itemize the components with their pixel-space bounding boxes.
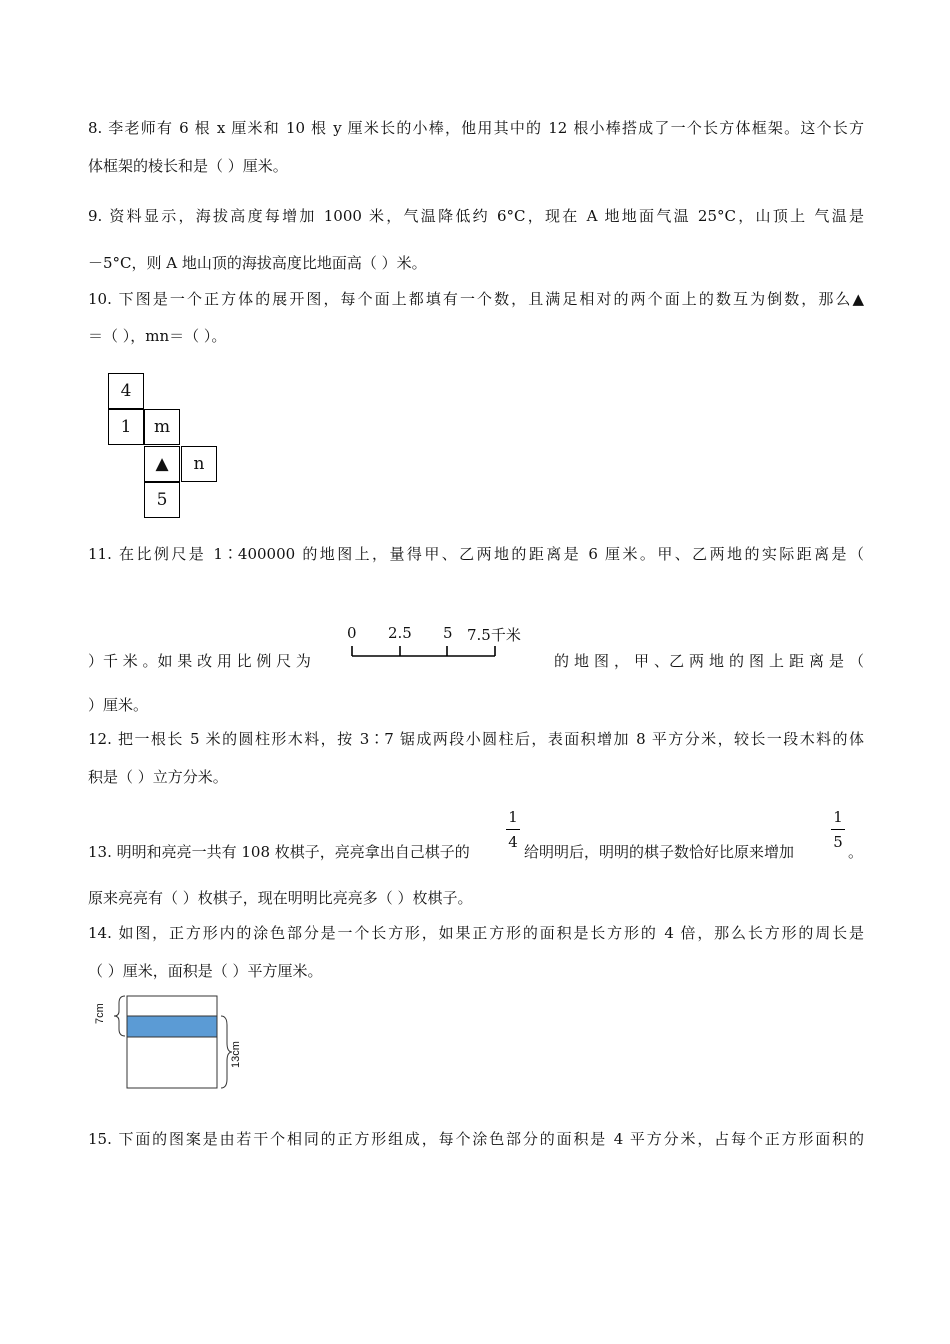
q11-line1: 11. 在比例尺是 1∶400000 的地图上，量得甲、乙两地的距离是 6 厘米。甲、乙两地的实际距离是（ xyxy=(88,545,864,563)
scale-label-2-5: 2.5 xyxy=(388,624,412,642)
net-face-bottom: 5 xyxy=(144,482,180,518)
q10-line2: ＝（ ），mn＝（ ）。 xyxy=(88,327,227,345)
net-face-left: 1 xyxy=(108,409,144,445)
label-7cm: 7cm xyxy=(94,1003,106,1024)
q11-line3: ）厘米。 xyxy=(88,696,149,714)
q13-line1-b: 给明明后，明明的棋子数恰好比原来增加 xyxy=(524,843,795,861)
q9-line2: －5°C，则 A 地山顶的海拔高度比地面高（ ）米。 xyxy=(88,254,427,272)
frac2-denominator: 5 xyxy=(833,833,843,851)
q15-line1: 15. 下面的图案是由若干个相同的正方形组成，每个涂色部分的面积是 4 平方分米，占每个正方形面积的 xyxy=(88,1130,864,1148)
q8-line2: 体框架的棱长和是（ ）厘米。 xyxy=(88,157,288,175)
scale-label-7-5: 7.5千米 xyxy=(467,626,521,644)
q14-line1: 14. 如图，正方形内的涂色部分是一个长方形，如果正方形的面积是长方形的 4 倍，那么长方形的周长是 xyxy=(88,924,864,942)
net-face-center: m xyxy=(144,409,180,445)
q13-line2: 原来亮亮有（ ）枚棋子，现在明明比亮亮多（ ）枚棋子。 xyxy=(88,889,473,907)
q11-line2-left: ）千 米 。如 果 改 用 比 例 尺 为 xyxy=(88,652,311,670)
scale-label-0: 0 xyxy=(347,624,357,642)
q13-line1-a: 13. 明明和亮亮一共有 108 枚棋子，亮亮拿出自己棋子的 xyxy=(88,843,470,861)
label-13cm: 13cm xyxy=(230,1041,242,1068)
shaded-rectangle xyxy=(127,1016,217,1037)
frac2-numerator: 1 xyxy=(833,808,843,826)
fraction-one-quarter xyxy=(506,808,520,851)
net-face-triangle: ▲ xyxy=(144,446,180,482)
fraction-one-fifth xyxy=(831,808,845,851)
net-face-top: 4 xyxy=(108,373,144,409)
scale-label-5: 5 xyxy=(443,624,453,642)
q12-line1: 12. 把一根长 5 米的圆柱形木料，按 3∶7 锯成两段小圆柱后，表面积增加 8 平方分米，较长一段木料的体 xyxy=(88,730,864,748)
q9-line1: 9. 资料显示，海拔高度每增加 1000 米，气温降低约 6°C，现在 A 地地面气温 25°C，山顶上 气温是 xyxy=(88,207,864,225)
q11-line2-right: 的 地 图 ， 甲 、乙 两 地 的 图 上 距 离 是 （ xyxy=(554,652,864,670)
q10-line1: 10. 下图是一个正方体的展开图，每个面上都填有一个数，且满足相对的两个面上的数互为倒数，那么▲ xyxy=(88,290,864,308)
frac1-denominator: 4 xyxy=(508,833,518,851)
q14-line2: （ ）厘米，面积是（ ）平方厘米。 xyxy=(88,962,323,980)
q12-line2: 积是（ ）立方分米。 xyxy=(88,768,228,786)
net-face-right: n xyxy=(181,446,217,482)
frac1-numerator: 1 xyxy=(508,808,518,826)
q13-line1-c: 。 xyxy=(848,843,864,861)
q8-line1: 8. 李老师有 6 根 x 厘米和 10 根 y 厘米长的小棒，他用其中的 12 根小棒搭成了一个长方体框架。这个长方 xyxy=(88,119,864,137)
scale-ruler xyxy=(350,642,500,660)
